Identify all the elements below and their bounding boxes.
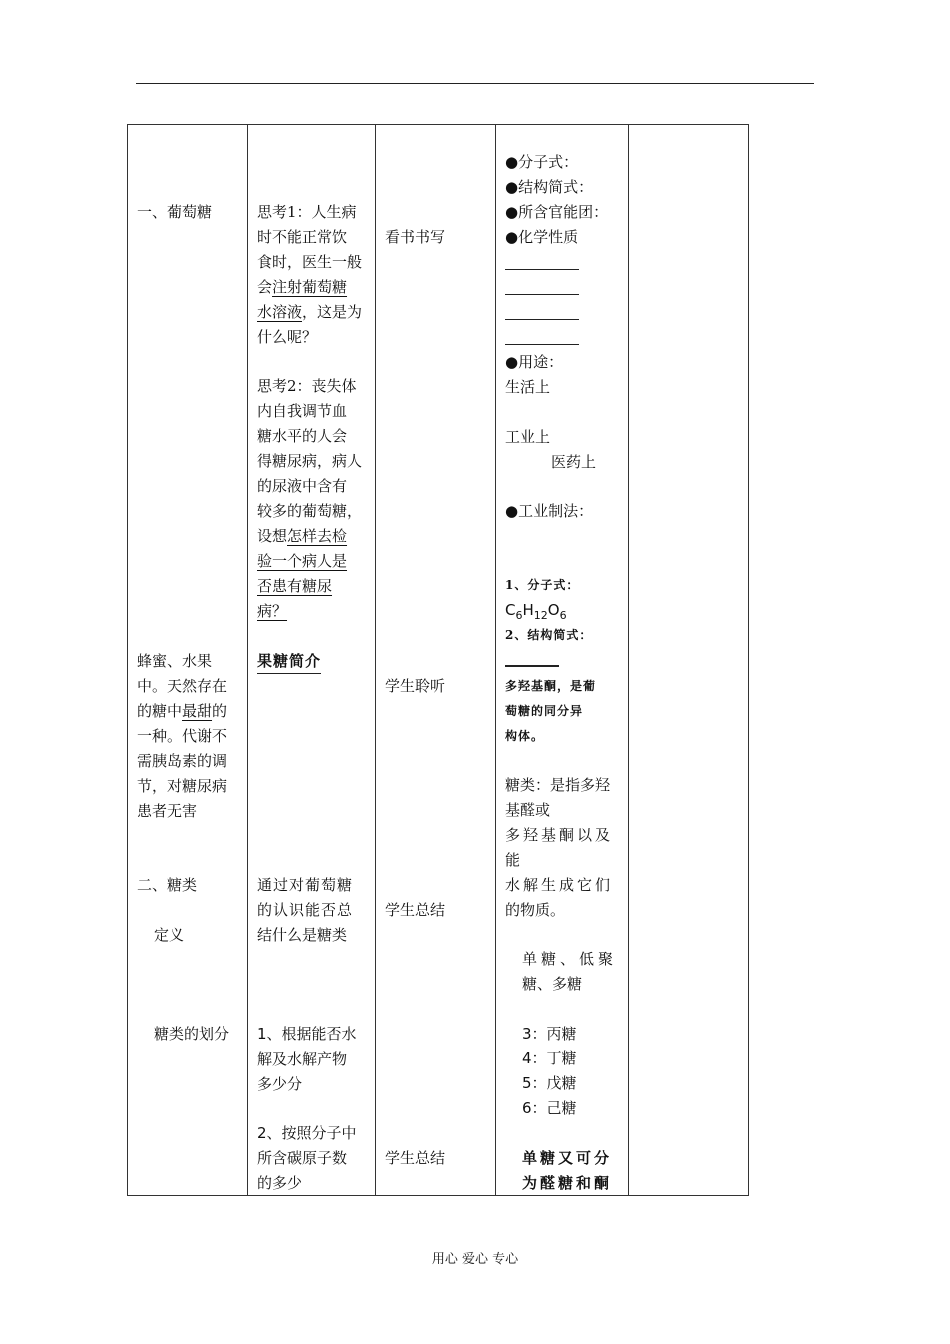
student-activity: 看书书写: [385, 228, 446, 246]
classify-line: 解及水解产物: [257, 1050, 348, 1068]
student-activity: 学生聆听: [385, 677, 446, 695]
col-topic: [128, 125, 248, 1196]
summary-line: 的认识能否总: [257, 901, 354, 919]
think1-line: 水溶液，这是为: [257, 303, 363, 321]
carbon-class: 6：己糖: [522, 1099, 577, 1117]
fructose-line: 一种。代谢不: [137, 727, 228, 745]
carbon-class: 3：丙糖: [522, 1025, 577, 1043]
fructose-desc: 多羟基酮，是葡: [505, 679, 597, 693]
col-content: [496, 125, 629, 1196]
col-teacher: [248, 125, 376, 1196]
bullet-line: ●化学性质: [505, 228, 579, 246]
student-activity: 学生总结: [385, 1149, 446, 1167]
fructose-formula: $C_6H_{12}O_6$: [505, 601, 567, 622]
fructose-formula-label: 1、分子式：: [505, 578, 580, 592]
sugar-kinds: 糖、多糖: [522, 975, 583, 993]
monosaccharide-note: 为醛糖和酮: [522, 1174, 613, 1192]
fructose-line: 的糖中最甜的: [137, 702, 228, 720]
answer-blank: [505, 269, 579, 270]
fructose-desc: 萄糖的同分异: [505, 704, 584, 718]
use-life: 生活上: [505, 378, 551, 396]
think2-line: 得糖尿病，病人: [257, 452, 363, 470]
definition-label: 定义: [154, 926, 185, 944]
think2-line: 验一个病人是: [257, 552, 348, 570]
fructose-structure-label: 2、结构简式：: [505, 628, 593, 642]
fructose-line: 需胰岛素的调: [137, 752, 228, 770]
think1-line: 食时，医生一般: [257, 253, 363, 271]
answer-blank: [505, 319, 579, 320]
use-industry: 工业上: [505, 428, 551, 446]
think1-line: 会注射葡萄糖: [257, 278, 348, 296]
sugar-definition: 的物质。: [505, 901, 566, 919]
classify-line: 多少分: [257, 1075, 303, 1093]
sugar-definition: 水解生成它们: [505, 876, 614, 894]
answer-blank: [505, 665, 559, 667]
fructose-title: 果糖简介: [257, 651, 321, 674]
industrial-prep: ●工业制法：: [505, 502, 594, 520]
think2-line: 较多的葡萄糖，: [257, 502, 363, 520]
bullet-line: ●分子式：: [505, 153, 579, 171]
classify-line: 2、按照分子中: [257, 1124, 357, 1142]
think2-line: 的尿液中含有: [257, 477, 348, 495]
answer-blank: [505, 294, 579, 295]
fructose-line: 节，对糖尿病: [137, 777, 228, 795]
col-notes: [629, 125, 749, 1196]
bullet-line: ●结构简式：: [505, 178, 594, 196]
carbon-class: 5：戊糖: [522, 1074, 577, 1092]
classify-line: 的多少: [257, 1174, 303, 1192]
sugar-kinds: 单糖、低聚: [522, 950, 618, 968]
header-rule: [136, 83, 814, 84]
fructose-desc: 构体。: [505, 729, 545, 743]
think2-line: 内自我调节血: [257, 402, 348, 420]
classification-label: 糖类的划分: [154, 1025, 230, 1043]
use-label: ●用途：: [505, 353, 564, 371]
glucose-heading: 一、葡萄糖: [137, 203, 213, 221]
fructose-line: 患者无害: [137, 802, 198, 820]
use-medicine: 医药上: [551, 453, 597, 471]
think2-line: 设想怎样去检: [257, 527, 348, 545]
classify-line: 所含碳原子数: [257, 1149, 348, 1167]
carbon-class: 4：丁糖: [522, 1049, 577, 1067]
think2-line: 思考2：丧失体: [257, 377, 357, 395]
summary-line: 通过对葡萄糖: [257, 876, 354, 894]
bullet-line: ●所含官能团：: [505, 203, 609, 221]
col-student: [376, 125, 496, 1196]
sugar-definition: 糖类：是指多羟: [505, 776, 611, 794]
sugar-definition: 能: [505, 851, 521, 869]
think1-line: 时不能正常饮: [257, 228, 348, 246]
sugar-definition: 基醛或: [505, 801, 551, 819]
answer-blank: [505, 344, 579, 345]
fructose-line: 蜂蜜、水果: [137, 652, 213, 670]
think1-line: 思考1：人生病: [257, 203, 357, 221]
think2-line: 否患有糖尿: [257, 577, 333, 595]
summary-line: 结什么是糖类: [257, 926, 348, 944]
sugar-heading: 二、糖类: [137, 876, 198, 894]
lesson-table: [127, 124, 749, 1196]
page-footer: 用心 爱心 专心: [431, 1252, 519, 1267]
classify-line: 1、根据能否水: [257, 1025, 357, 1043]
think2-line: 病？: [257, 602, 288, 620]
student-activity: 学生总结: [385, 901, 446, 919]
sugar-definition: 多羟基酮以及: [505, 826, 614, 844]
think1-line: 什么呢？: [257, 328, 318, 346]
monosaccharide-note: 单糖又可分: [522, 1149, 613, 1167]
fructose-line: 中。天然存在: [137, 677, 228, 695]
think2-line: 糖水平的人会: [257, 427, 348, 445]
